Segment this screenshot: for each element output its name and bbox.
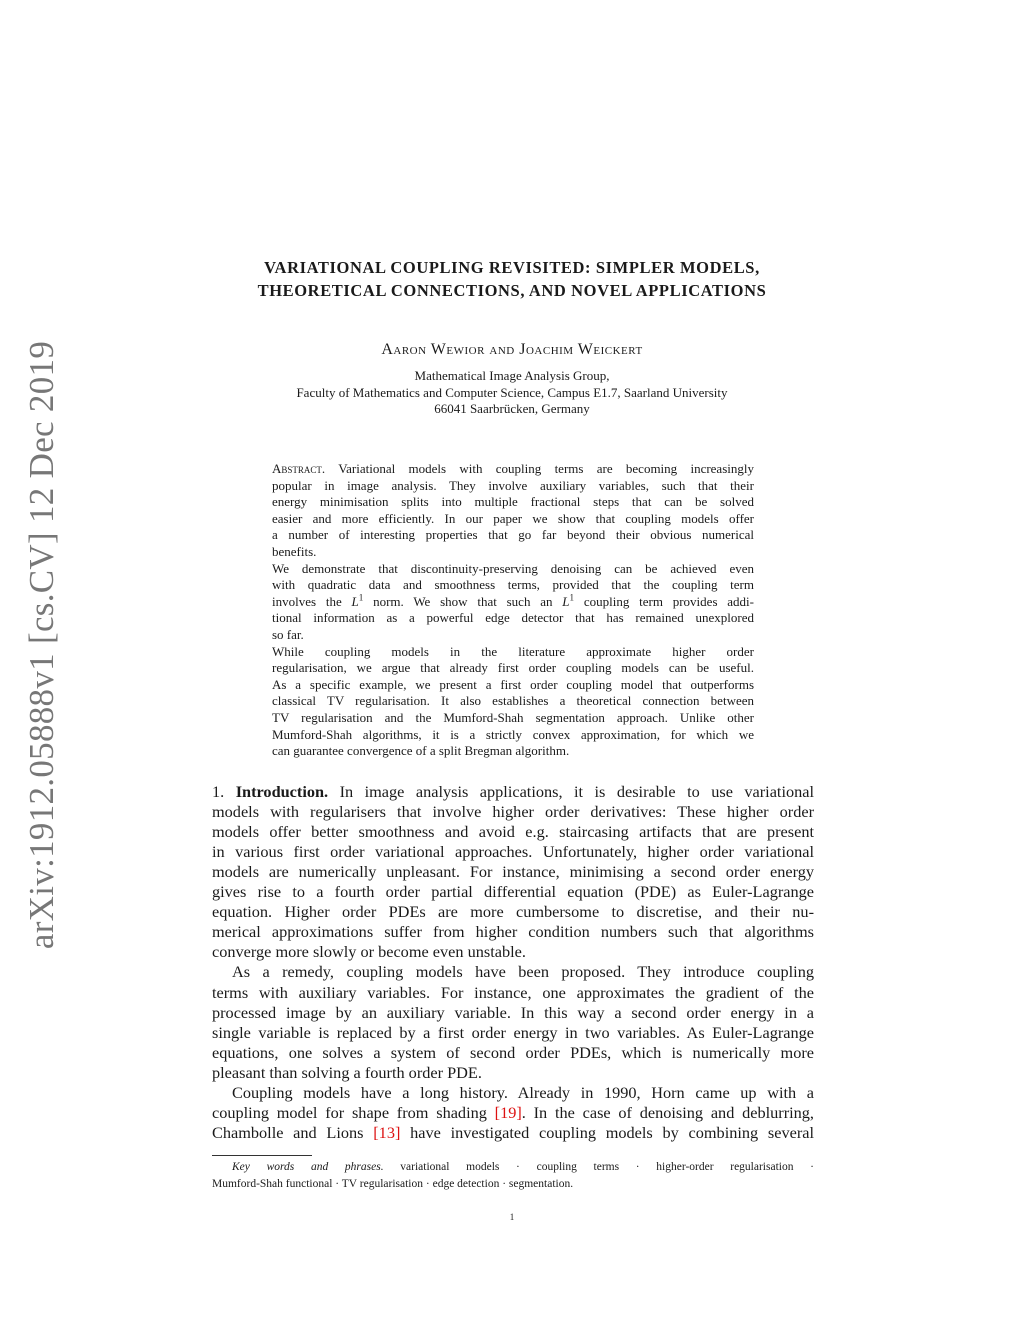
text-span: pleasant than solving a fourth order PDE. <box>212 1062 482 1082</box>
body-line <box>212 942 814 962</box>
abstract-line <box>272 494 754 510</box>
text-span: In image analysis applications, it is desirable to use variational <box>328 782 814 801</box>
section-heading: Introduction. <box>235 782 329 801</box>
text-span: energy minimisation splits into multiple fractional steps that can be solved <box>272 494 754 510</box>
abstract-line <box>272 710 754 726</box>
body-line <box>212 882 814 902</box>
body-line <box>212 1103 814 1123</box>
footnote-divider <box>212 1155 312 1156</box>
abstract-line <box>272 461 754 477</box>
text-span: in various first order variational approaches. Unfortunately, higher order variational <box>212 842 814 862</box>
body-line <box>212 822 814 842</box>
body-line <box>212 1043 814 1063</box>
abstract-line <box>272 527 754 543</box>
text-span: models offer better smoothness and avoid e.g. staircasing artifacts that are present <box>212 822 814 842</box>
text-span: Chambolle and Lions <box>212 1122 374 1142</box>
footnote-keywords <box>232 1161 814 1173</box>
text-span: equation. Higher order PDEs are more cumbersome to discretise, and their nu- <box>212 902 814 922</box>
text-span: coupling model for shape from shading <box>212 1102 495 1122</box>
text-span: Variational models with coupling terms are becoming increasingly <box>325 461 754 476</box>
paper-title-line-1: VARIATIONAL COUPLING REVISITED: SIMPLER MODELS, <box>264 258 760 277</box>
page-number: 1 <box>509 1212 515 1222</box>
text-span: classical TV regularisation. It also establishes a theoretical connection between <box>272 693 754 709</box>
text-span: equations, one solves a system of second order PDEs, which is numerically more <box>212 1042 814 1062</box>
authors: Aaron Wewior and Joachim Weickert <box>381 341 643 358</box>
text-span: As a specific example, we present a first order coupling model that outperforms <box>272 676 754 692</box>
body-line <box>212 902 814 922</box>
text-span: gives rise to a fourth order partial differential equation (PDE) as Euler-Lagrange <box>212 882 814 902</box>
text-span: As a remedy, coupling models have been proposed. They introduce coupling <box>232 962 814 982</box>
body-line <box>212 1023 814 1043</box>
footnote-text: variational models · coupling terms · higher-order regularisation · <box>383 1161 814 1173</box>
text-span: terms with auxiliary variables. For instance, one approximates the gradient of the <box>212 982 814 1002</box>
abstract-line <box>272 727 754 743</box>
abstract-label: Abstract. <box>272 461 326 476</box>
abstract-line <box>272 594 754 610</box>
text-span: involves the <box>272 593 352 609</box>
text-span: with quadratic data and smoothness terms, provided that the coupling term <box>272 577 754 593</box>
footnote-label: Key words and phrases. <box>232 1161 384 1173</box>
text-span: converge more slowly or become even unstable. <box>212 942 526 962</box>
abstract-line <box>272 544 754 560</box>
text-span: can guarantee convergence of a split Bregman algorithm. <box>272 743 570 759</box>
paper-title-line-2: THEORETICAL CONNECTIONS, AND NOVEL APPLICATIONS <box>257 281 767 300</box>
text-span: TV regularisation and the Mumford-Shah segmentation approach. Unlike other <box>272 710 754 725</box>
text-span: . In the case of denoising and deblurring, <box>521 1102 814 1122</box>
text-span: processed image by an auxiliary variable. In this way a second order energy in a <box>212 1002 814 1022</box>
text-span: a number of interesting properties that go far beyond their obvious numerical <box>272 527 754 543</box>
abstract-line <box>272 743 754 759</box>
body-line <box>212 922 814 942</box>
text-span: tional information as a powerful edge detector that has remained unexplored <box>272 610 754 626</box>
text-span: 1. <box>212 782 236 801</box>
abstract-line <box>272 660 754 676</box>
body-line <box>212 1063 814 1083</box>
abstract-line <box>272 627 754 643</box>
text-span: L <box>351 593 359 609</box>
text-span: Coupling models have a long history. Already in 1990, Horn came up with a <box>232 1082 814 1102</box>
text-span: models are numerically unpleasant. For instance, minimising a second order energy <box>212 862 814 882</box>
text-span: easier and more efficiently. In our paper we show that coupling models offer <box>272 510 754 526</box>
abstract-line <box>272 577 754 593</box>
abstract-line <box>272 693 754 709</box>
text-span: norm. We show that such an <box>363 593 563 609</box>
text-span: 1 <box>358 592 364 603</box>
body-line <box>212 862 814 882</box>
text-span: models with regularisers that involve higher order derivatives: These higher order <box>212 802 814 822</box>
abstract-line <box>272 644 754 660</box>
text-span: coupling term provides addi- <box>574 593 754 609</box>
text-span: single variable is replaced by a first order energy in two variables. As Euler-Lagrange <box>212 1022 814 1042</box>
affiliation-faculty: Faculty of Mathematics and Computer Science, Campus E1.7, Saarland University <box>296 385 728 400</box>
arxiv-identifier-stamp: arXiv:1912.05888v1 [cs.CV] 12 Dec 2019 <box>22 340 61 950</box>
citation-link[interactable]: [19] <box>494 1102 522 1122</box>
text-span: benefits. <box>272 544 317 559</box>
text-span: We demonstrate that discontinuity-preserving denoising can be achieved even <box>272 560 754 576</box>
body-line <box>212 782 814 802</box>
text-span: regularisation, we argue that already first order coupling models can be useful. <box>272 660 754 676</box>
body-line <box>212 842 814 862</box>
text-span: 1 <box>569 592 575 603</box>
body-line <box>232 1083 814 1103</box>
text-span: merical approximations suffer from higher condition numbers such that algorithms <box>212 922 814 942</box>
abstract-line <box>272 610 754 626</box>
citation-link[interactable]: [13] <box>373 1122 401 1142</box>
text-span: popular in image analysis. They involve auxiliary variables, such that their <box>272 477 754 493</box>
abstract-line <box>272 478 754 494</box>
text-span: have investigated coupling models by combining several <box>400 1122 815 1142</box>
abstract-line <box>272 511 754 527</box>
body-line <box>212 983 814 1003</box>
body-line <box>232 962 814 982</box>
text-span: L <box>562 593 570 609</box>
body-line <box>212 802 814 822</box>
text-span: Mumford-Shah algorithms, it is a strictly convex approximation, for which we <box>272 726 754 742</box>
abstract-line <box>272 677 754 693</box>
abstract-line <box>272 561 754 577</box>
text-span: so far. <box>272 627 304 642</box>
affiliation-group: Mathematical Image Analysis Group, <box>414 368 610 383</box>
body-line <box>212 1123 814 1143</box>
body-line <box>212 1003 814 1023</box>
text-span: While coupling models in the literature approximate higher order <box>272 643 754 659</box>
footnote-keywords-continued: Mumford-Shah functional · TV regularisation · edge detection · segmentation. <box>212 1178 574 1190</box>
affiliation-address: 66041 Saarbrücken, Germany <box>434 401 590 416</box>
